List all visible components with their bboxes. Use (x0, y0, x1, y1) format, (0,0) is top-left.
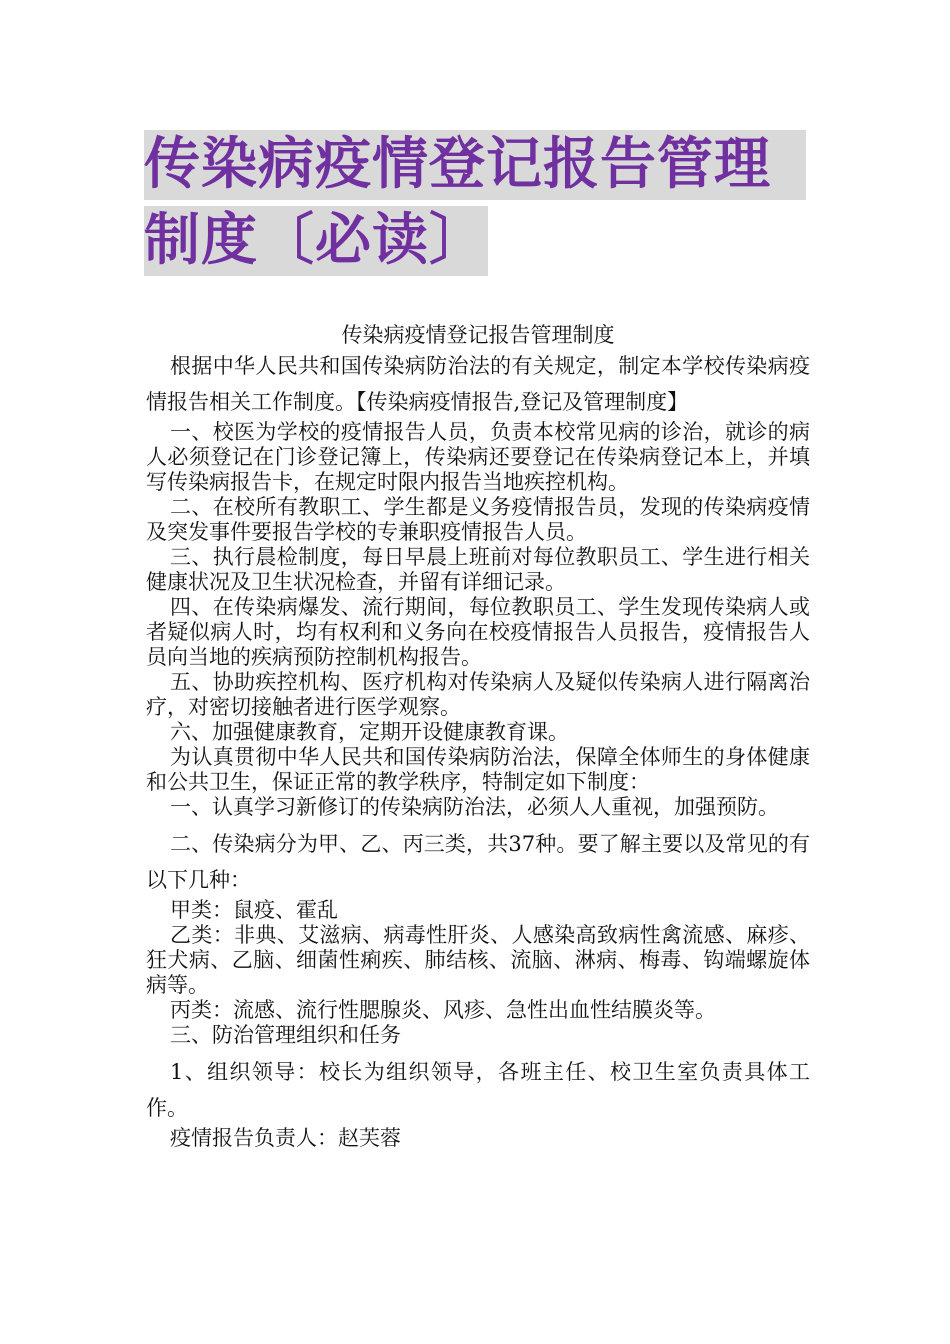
paragraph-section-2: 二、传染病分为甲、乙、丙三类，共37种。要了解主要以及常见的有以下几种： (146, 832, 810, 892)
paragraph-section-1: 一、认真学习新修订的传染病防治法，必须人人重视，加强预防。 (170, 795, 779, 819)
title-line-1: 传染病疫情登记报告管理 (144, 130, 806, 200)
paragraph-organization: 1、组织领导：校长为组织领导，各班主任、校卫生室负责具体工作。 (146, 1060, 810, 1120)
paragraph-class-b: 乙类：非典、艾滋病、病毒性肝炎、人感染高致病性禽流感、麻疹、狂犬病、乙脑、细菌性痢疾、肺结核、流脑、淋病、梅毒、钩端螺旋体病等。 (146, 923, 810, 997)
document-body (146, 322, 810, 1151)
paragraph-rule-1: 一、校医为学校的疫情报告人员，负责本校常见病的诊治，就诊的病人必须登记在门诊登记簿上，传染病还要登记在传染病登记本上，并填写传染病报告卡，在规定时限内报告当地疾控机构。 (146, 420, 810, 494)
paragraph-class-c: 丙类：流感、流行性腮腺炎、风疹、急性出血性结膜炎等。 (170, 998, 716, 1022)
document-subtitle: 传染病疫情登记报告管理制度 (341, 323, 615, 347)
paragraph-second-intro: 为认真贯彻中华人民共和国传染病防治法，保障全体师生的身体健康和公共卫生，保证正常的教学秩序，特制定如下制度： (146, 745, 810, 794)
paragraph-class-a: 甲类：鼠疫、霍乱 (170, 898, 338, 922)
paragraph-rule-6: 六、加强健康教育，定期开设健康教育课。 (170, 720, 569, 744)
paragraph-rule-5: 五、协助疾控机构、医疗机构对传染病人及疑似传染病人进行隔离治疗，对密切接触者进行医学观察。 (146, 670, 810, 719)
paragraph-rule-2: 二、在校所有教职工、学生都是义务疫情报告员，发现的传染病疫情及突发事件要报告学校的专兼职疫情报告人员。 (146, 495, 810, 544)
paragraph-section-3: 三、防治管理组织和任务 (170, 1023, 401, 1047)
paragraph-intro: 根据中华人民共和国传染病防治法的有关规定，制定本学校传染病疫情报告相关工作制度。【传染病疫情报告,登记及管理制度】 (146, 354, 810, 414)
paragraph-rule-3: 三、执行晨检制度，每日早晨上班前对每位教职员工、学生进行相关健康状况及卫生状况检查，并留有详细记录。 (146, 545, 810, 594)
paragraph-rule-4: 四、在传染病爆发、流行期间，每位教职员工、学生发现传染病人或者疑似病人时，均有权利和义务向在校疫情报告人员报告，疫情报告人员向当地的疾病预防控制机构报告。 (146, 595, 810, 669)
title-line-2: 制度〔必读〕 (144, 206, 488, 276)
paragraph-reporter: 疫情报告负责人：赵芙蓉 (170, 1126, 401, 1150)
